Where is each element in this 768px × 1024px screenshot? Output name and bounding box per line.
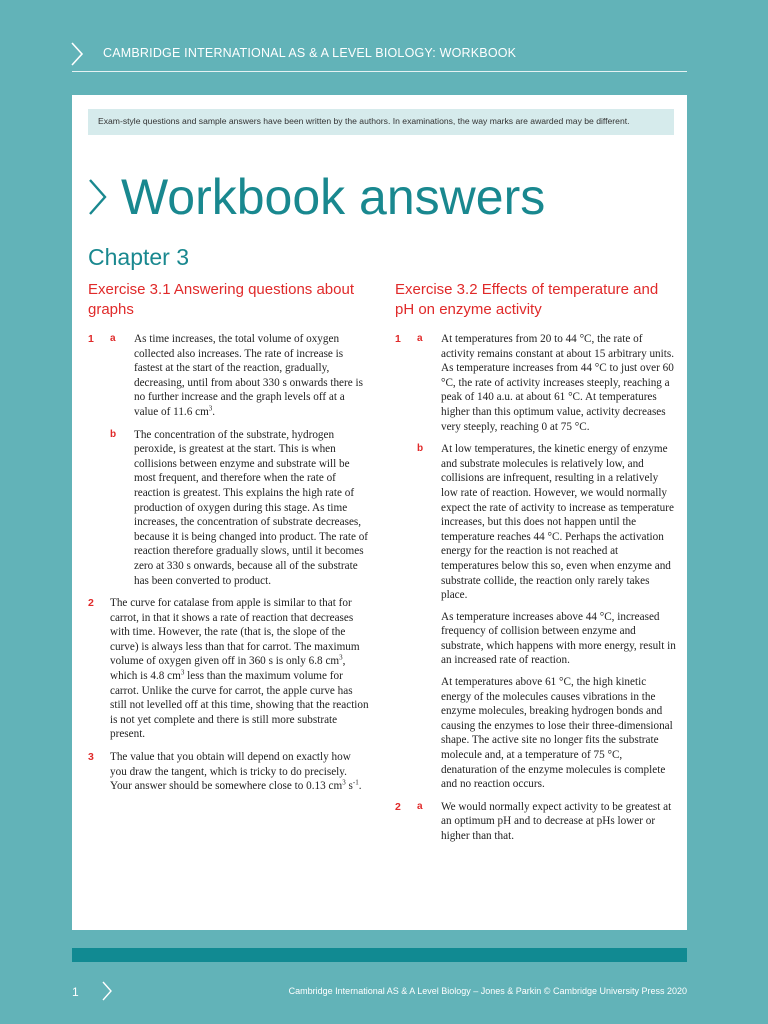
notice-box: Exam-style questions and sample answers have been written by the authors. In examinations, the way marks are awarded may be different. <box>88 109 674 135</box>
question-1b <box>88 428 370 589</box>
question-2a <box>395 800 677 844</box>
answer-text: As time increases, the total volume of oxygen collected also increases. The rate of increase is fastest at the start of the reaction, gradually, decreasing, until from about 330 s onwards there is no further increase and the graph levels off at a value of 11.6 $cm^3$. <box>134 333 363 418</box>
exercise-heading: Exercise 3.2 Effects of temperature and pH on enzyme activity <box>395 281 659 318</box>
question-1a <box>395 332 677 434</box>
question-2 <box>88 596 370 742</box>
answer-paragraph: At low temperatures, the kinetic energy of enzyme and substrate molecules is relatively low, and collisions are infrequent, resulting in a relatively low rate of reaction. However, we would normally expect the rate of activity to increase as temperature increases, but this does not happen until the temperature reaches 44 °C. Perhaps the activation energy for the reaction is not reached at temperatures below this so, even when enzyme and substrate collide, the reaction only rarely takes place. <box>441 443 674 602</box>
footer-bar <box>72 948 687 962</box>
question-1a <box>88 332 370 420</box>
answer-text: The value that you obtain will depend on exactly how you draw the tangent, which is tricky to do precisely. Your answer should be somewhere close to 0.13 $cm^3$ $s^{-1}$. <box>110 751 362 793</box>
answer-text: The curve for catalase from apple is similar to that for carrot, in that it shows a rate of reaction that decreases with time. However, the rate (that is, the slope of the curve) is always less than that for carrot. The maximum volume of oxygen given off in 360 s is only 6.8 $cm^3$, which is 4.8 $cm^3$ less than the maximum volume for carrot. Unlike the curve for carrot, the apple curve has still not levelled off at this time, showing that the reaction is not yet complete and there is still more substrate present. <box>110 597 369 741</box>
answer-text: We would normally expect activity to be greatest at an optimum pH and to decrease at pHs lower or higher than that. <box>441 800 672 842</box>
answer-text: At temperatures from 20 to 44 °C, the rate of activity remains constant at about 15 arbitrary units. As temperature increases from 44 °C to just over 60 °C, the rate of activity increases steeply, reaching a peak of 140 a.u. at about 61 °C. At temperatures higher than this optimum value, activity decreases very steeply, reaching 0 at 75 °C. <box>441 333 675 433</box>
page-title: Workbook answers <box>121 169 546 225</box>
question-number: 3 <box>88 751 94 764</box>
left-column <box>88 280 370 802</box>
footer-chevron-icon <box>101 980 113 1002</box>
question-1b <box>395 442 677 792</box>
question-number: 1 <box>88 333 94 345</box>
answer-paragraph: At temperatures above 61 °C, the high kinetic energy of the molecules causes vibrations in the enzyme molecules, breaking hydrogen bonds and causing the enzymes to lose their three-dimensional shape. The active site no longer fits the substrate molecule and, at a temperature of 75 °C, denaturation of the enzyme molecules is complete and no reaction occurs. <box>441 676 673 791</box>
answer-text: The concentration of the substrate, hydrogen peroxide, is greatest at the start. This is when collisions between enzyme and substrate will be most frequent, and therefore when the rate of reaction is greatest. This explains the high rate of production of oxygen during this stage. As time increases, the concentration of substrate decreases, because it is being changed into product. The rate of reaction therefore gradually slows, until it becomes zero at 330 s onwards, because all of the substrate has been converted to product. <box>134 428 369 587</box>
exercise-heading: Exercise 3.1 Answering questions about graphs <box>88 281 354 318</box>
question-number: 2 <box>395 800 401 813</box>
title-chevron-icon <box>87 177 109 217</box>
header-rule <box>72 71 687 72</box>
right-column <box>395 280 677 852</box>
subquestion-label: b <box>110 428 117 440</box>
subquestion-label: a <box>417 800 423 812</box>
header-chevron-icon <box>70 41 84 67</box>
answer-paragraph: As temperature increases above 44 °C, increased frequency of collision between enzyme and substrate, which happens with more energy, result in an increased rate of reaction. <box>441 610 676 667</box>
question-number: 2 <box>88 597 94 610</box>
subquestion-label: a <box>417 333 423 344</box>
footer-copyright: Cambridge International AS & A Level Biology – Jones & Parkin © Cambridge University Press 2020 <box>288 986 687 996</box>
question-3 <box>88 750 370 794</box>
subquestion-label: b <box>417 443 424 455</box>
page <box>72 95 687 930</box>
subquestion-label: a <box>110 333 116 344</box>
header-title: CAMBRIDGE INTERNATIONAL AS & A LEVEL BIOLOGY: WORKBOOK <box>103 46 517 60</box>
question-number: 1 <box>395 333 401 345</box>
chapter-heading: Chapter 3 <box>88 244 190 270</box>
page-number: 1 <box>72 985 79 999</box>
